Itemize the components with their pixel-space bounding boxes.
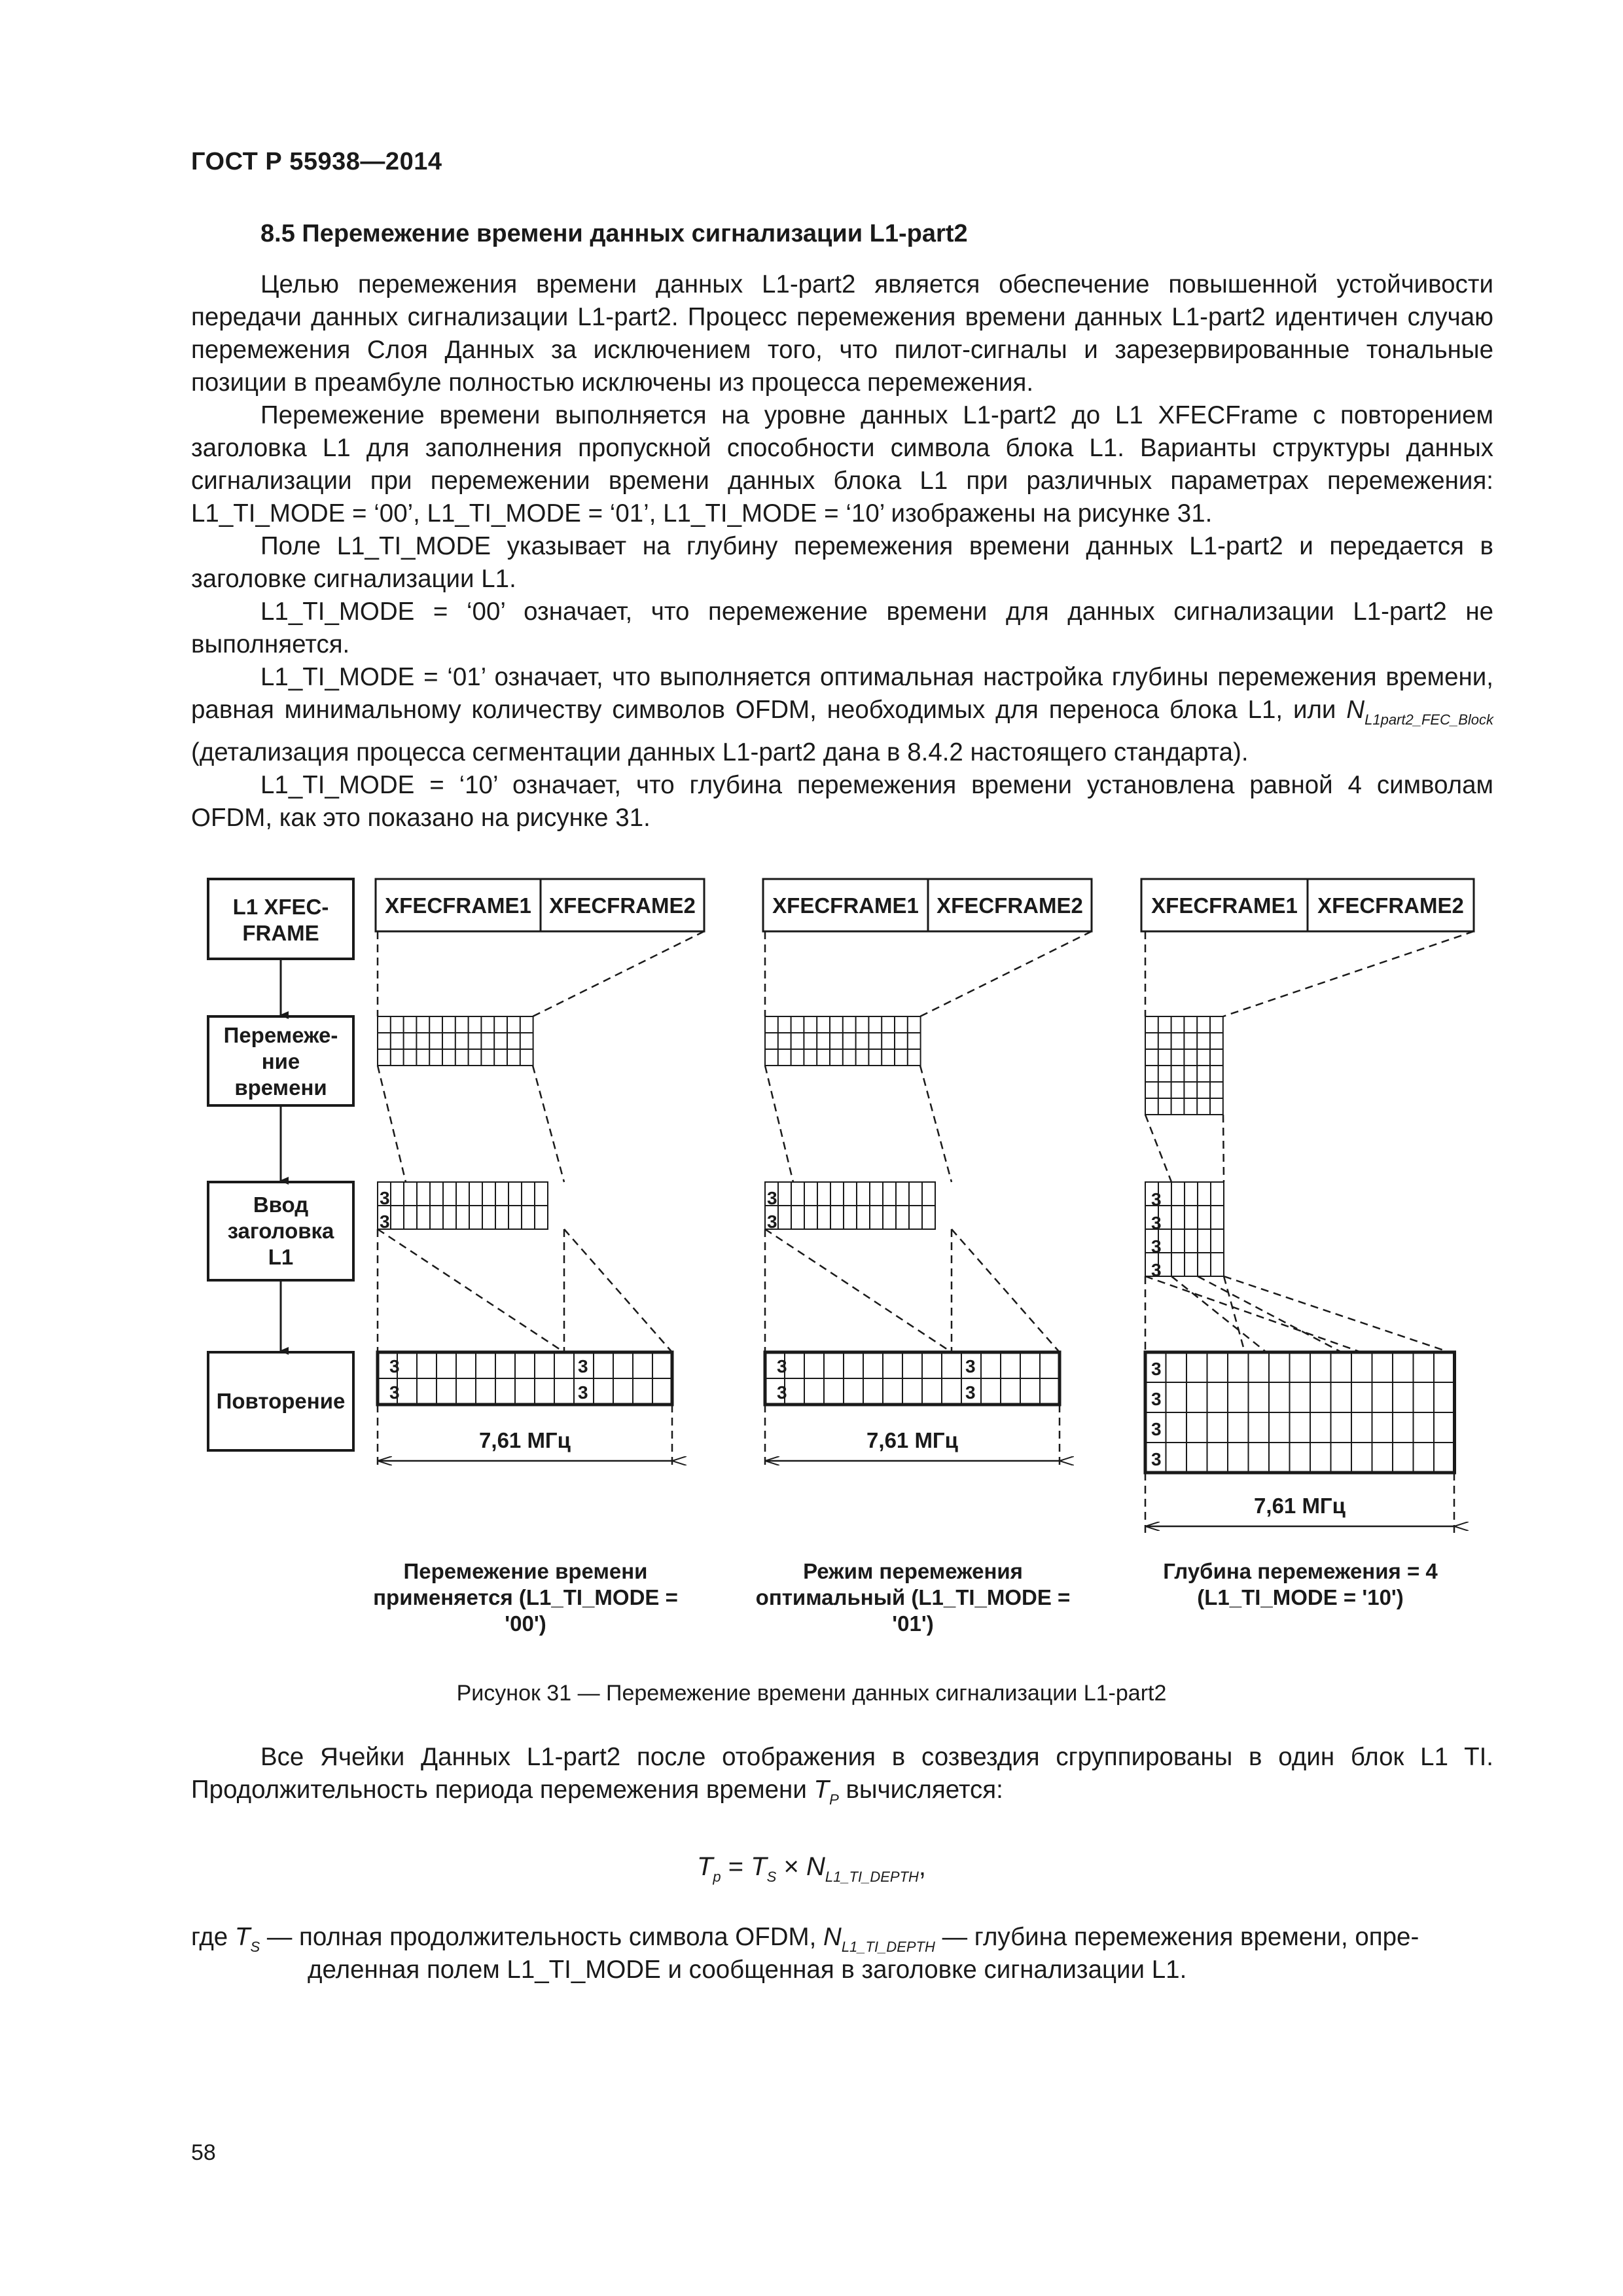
- dashed-connector: [1198, 1276, 1342, 1352]
- variant-label: Глубина перемежения = 4: [1163, 1559, 1438, 1583]
- dashed-connector: [378, 1229, 564, 1352]
- header-cell: 3: [1151, 1359, 1162, 1379]
- variable-n: N: [1346, 696, 1365, 724]
- header-cell: 3: [389, 1382, 400, 1403]
- bandwidth-label: 7,61 МГц: [479, 1428, 571, 1452]
- formula-var: T: [696, 1852, 713, 1881]
- paragraph-text: Все Ячейки Данных L1-part2 после отображения в созвездия сгруппированы в один блок L1 TI. Продолжительность периода перемежения времени: [191, 1743, 1493, 1804]
- paragraph-text: вычисляется:: [846, 1776, 1003, 1804]
- formula-var: T: [234, 1923, 251, 1951]
- bandwidth-label: 7,61 МГц: [1254, 1494, 1346, 1518]
- where-clause-line2: деленная полем L1_TI_MODE и сообщенная в заголовке сигнализации L1.: [308, 1956, 1187, 1984]
- flow-label: Повторение: [216, 1389, 346, 1413]
- formula-var: N: [806, 1852, 825, 1881]
- formula-var: T: [751, 1852, 767, 1881]
- xfecframe1-label: XFECFRAME1: [385, 893, 531, 918]
- cell-grid: [378, 1016, 533, 1066]
- section-title: 8.5 Перемежение времени данных сигнализации L1-part2: [260, 220, 968, 247]
- cell-grid: [1145, 1016, 1223, 1115]
- variant-label: Перемежение времени: [403, 1559, 648, 1583]
- paragraph: L1_TI_MODE = ‘00’ означает, что перемежение времени для данных сигнализации L1-part2 не выполняется.: [191, 598, 1493, 658]
- paragraph-text: (детализация процесса сегментации данных L1-part2 дана в 8.4.2 настоящего стандарта).: [191, 738, 1249, 766]
- cell-grid: [1145, 1352, 1455, 1473]
- variant-label: (L1_TI_MODE = '10'): [1197, 1585, 1404, 1609]
- variant-label: применяется (L1_TI_MODE =: [373, 1585, 678, 1609]
- header-cell: 3: [380, 1188, 390, 1208]
- dashed-connector: [1145, 1115, 1171, 1182]
- header-cell: 3: [1151, 1449, 1162, 1469]
- dashed-connector: [1224, 1276, 1245, 1352]
- header-cell: 3: [1151, 1189, 1162, 1210]
- dashed-connector: [1223, 931, 1474, 1016]
- formula-op: ,: [918, 1852, 927, 1881]
- dashed-connector: [765, 1066, 793, 1182]
- variant-ti-mode-00: [376, 879, 704, 1469]
- where-lead: где: [191, 1923, 228, 1951]
- cell-grid: [378, 1182, 548, 1229]
- flow-label: L1 XFEC-: [232, 895, 329, 919]
- figure-caption: Рисунок 31 — Перемежение времени данных сигнализации L1-part2: [456, 1681, 1167, 1706]
- variant-label: Режим перемежения: [803, 1559, 1023, 1583]
- flow-label: времени: [234, 1075, 327, 1100]
- dashed-connector: [533, 931, 704, 1016]
- header-cell: 3: [965, 1382, 976, 1403]
- flow-box-xfecframe: [208, 879, 353, 959]
- formula-sub: L1_TI_DEPTH: [841, 1939, 935, 1955]
- dashed-connector: [952, 1229, 1060, 1352]
- dashed-connector: [1223, 1115, 1224, 1182]
- variant-ti-mode-01: [763, 879, 1092, 1469]
- header-cell: 3: [1151, 1213, 1162, 1233]
- paragraph: L1_TI_MODE = ‘10’ означает, что глубина перемежения времени установлена равной 4 символам OFDM, как это показано на рисунке 31.: [191, 771, 1493, 832]
- dashed-connector: [1145, 1276, 1361, 1352]
- header-cell: 3: [380, 1211, 390, 1232]
- paragraph-text: L1_TI_MODE = ‘01’ означает, что выполняется оптимальная настройка глубины перемежения времени, равная минимальному количеству символов OFDM, необходимых для переноса блока L1, или: [191, 663, 1493, 724]
- flow-label: ние: [261, 1049, 300, 1073]
- header-cell: 3: [767, 1211, 777, 1232]
- header-cell: 3: [1151, 1419, 1162, 1439]
- flow-label: FRAME: [242, 921, 319, 945]
- xfecframe1-label: XFECFRAME1: [772, 893, 919, 918]
- cell-grid: [765, 1352, 1060, 1405]
- header-cell: 3: [777, 1356, 787, 1376]
- xfecframe2-label: XFECFRAME2: [1317, 893, 1464, 918]
- bandwidth-label: 7,61 МГц: [866, 1428, 958, 1452]
- xfecframe2-label: XFECFRAME2: [936, 893, 1083, 918]
- dashed-connector: [765, 1229, 952, 1352]
- variant-label: оптимальный (L1_TI_MODE =: [755, 1585, 1071, 1609]
- formula-sub: S: [250, 1939, 260, 1955]
- dashed-connector: [378, 1066, 406, 1182]
- variant-label: '00'): [505, 1611, 546, 1636]
- cell-grid: [765, 1182, 935, 1229]
- header-cell: 3: [1151, 1260, 1162, 1280]
- paragraph: [191, 1741, 1493, 1816]
- formula: [0, 1852, 1623, 1886]
- dashed-connector: [533, 1066, 564, 1182]
- dashed-connector: [920, 1066, 952, 1182]
- flow-label: Перемеже-: [223, 1023, 338, 1047]
- paragraph: Поле L1_TI_MODE указывает на глубину перемежения времени данных L1-part2 и передается в заголовке сигнализации L1.: [191, 532, 1493, 593]
- formula-sub: S: [766, 1869, 777, 1885]
- header-cell: 3: [1151, 1236, 1162, 1257]
- cell-grid: [378, 1352, 672, 1405]
- flow-label: Ввод: [253, 1193, 309, 1217]
- xfecframe1-label: XFECFRAME1: [1151, 893, 1298, 918]
- header-cell: 3: [767, 1188, 777, 1208]
- formula-op: =: [721, 1852, 751, 1881]
- variable-t: T: [813, 1776, 830, 1804]
- variant-ti-mode-10: [1141, 879, 1474, 1535]
- variable-subscript: P: [829, 1791, 839, 1808]
- header-cell: 3: [777, 1382, 787, 1403]
- document-code: ГОСТ Р 55938—2014: [191, 148, 442, 175]
- flow-column: [208, 879, 353, 1450]
- where-text: — полная продолжительность символа OFDM,: [266, 1923, 817, 1951]
- formula-op: ×: [776, 1852, 806, 1881]
- flow-label: заголовка: [227, 1219, 334, 1243]
- variant-label: '01'): [892, 1611, 934, 1636]
- header-cell: 3: [389, 1356, 400, 1376]
- formula-sub: p: [713, 1869, 721, 1885]
- dashed-connector: [1171, 1276, 1266, 1352]
- cell-grid: [765, 1016, 921, 1066]
- header-cell: 3: [1151, 1389, 1162, 1409]
- paragraph: Целью перемежения времени данных L1-part2 является обеспечение повышенной устойчивости передачи данных сигнализации L1-part2. Процесс перемежения времени данных L1-part2 идентичен случаю перемежения Слоя Данных за исключением того, что пилот-сигналы и зарезервированные тональные позиции в преамбуле полностью исключены из процесса перемежения.: [191, 270, 1493, 397]
- header-cell: 3: [578, 1356, 588, 1376]
- formula-var: N: [823, 1923, 842, 1951]
- header-cell: 3: [965, 1356, 976, 1376]
- page-number: 58: [191, 2140, 216, 2165]
- where-text: — глубина перемежения времени, опре-: [942, 1923, 1419, 1951]
- dashed-connector: [564, 1229, 672, 1352]
- dashed-connector: [1224, 1276, 1450, 1352]
- body-text: [191, 1741, 1493, 1816]
- flow-label: L1: [268, 1245, 294, 1269]
- header-cell: 3: [578, 1382, 588, 1403]
- paragraph: Перемежение времени выполняется на уровне данных L1-part2 до L1 XFECFrame с повторением заголовка L1 для заполнения пропускной способности символа блока L1. Варианты структуры данных сигнализации при перемежении времени данных блока L1 при различных параметрах перемежения: L1_TI_MODE = ‘00’, L1_TI_MODE = ‘01’, L1_TI_MODE = ‘10’ изображены на рисунке 31.: [191, 401, 1493, 528]
- dashed-connector: [920, 931, 1092, 1016]
- xfecframe2-label: XFECFRAME2: [549, 893, 696, 918]
- formula-sub: L1_TI_DEPTH: [825, 1869, 919, 1885]
- variable-subscript: L1part2_FEC_Block: [1364, 711, 1493, 728]
